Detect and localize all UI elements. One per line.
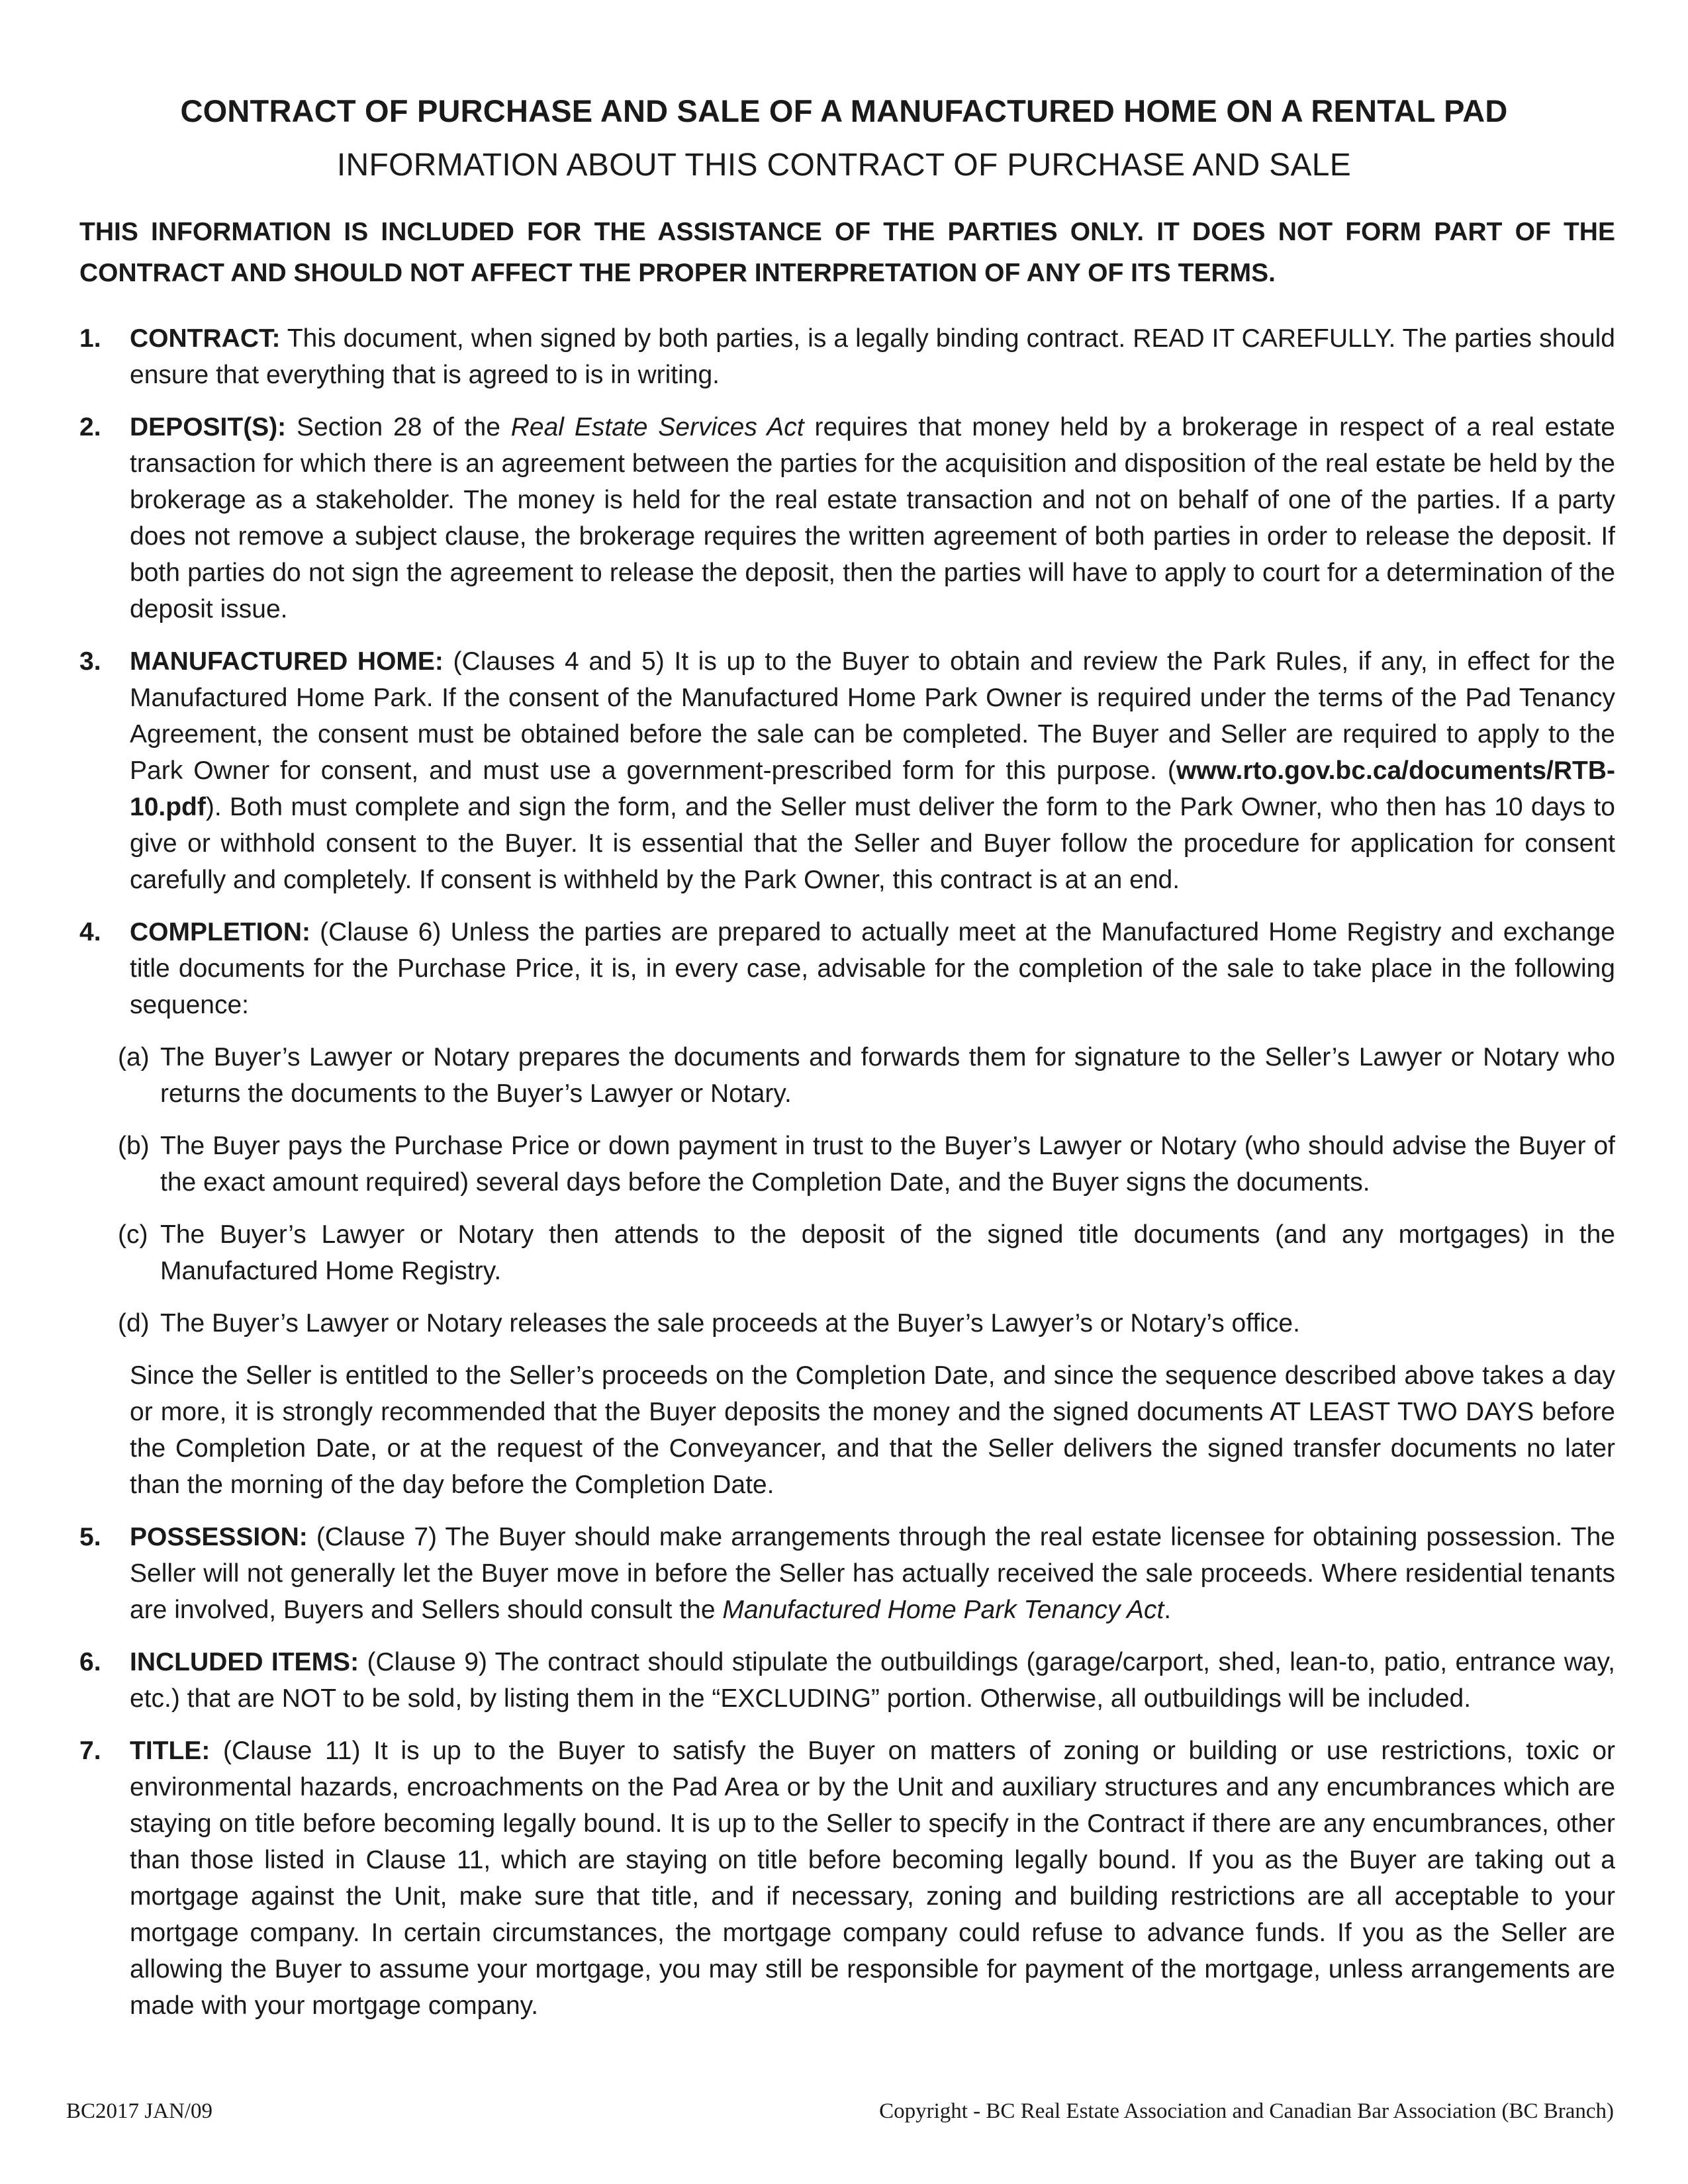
clause-text: (Clause 11) It is up to the Buyer to satisfy the Buyer on matters of zoning or building or use restrictions, toxic or environmental hazards, encroachments on the Pad Area or by the Unit and auxiliary structures and any encumbrances which are staying on title before becoming legally bound. It is up to the Seller to specify in the Contract if there are any encumbrances, other than those listed in Clause 11, which are staying on title before becoming legally bound. If you as the Buyer are taking out a mortgage against the Unit, make sure that title, and if necessary, zoning and building restrictions are all acceptable to your mortgage company. In certain circumstances, the mortgage company could refuse to advance funds. If you as the Seller are allowing the Buyer to assume your mortgage, you may still be responsible for payment of the mortgage, unless arrangements are made with your mortgage company. [130,1737,1615,2020]
copyright-notice: Copyright - BC Real Estate Association and Canadian Bar Association (BC Branch) [879,2099,1614,2123]
clause-text: requires that money held by a brokerage in respect of a real estate transaction for which there is an agreement between the parties for the acquisition and disposition of the real estate be held by the brokerage as a stakeholder. The money is held for the real estate transaction and not on behalf of one of the parties. If a party does not remove a subject clause, the brokerage requires the written agreement of both parties in order to release the deposit. If both parties do not sign the agreement to release the deposit, then the parties will have to apply to court for a determination of the deposit issue. [130,413,1615,623]
act-name: Real Estate Services Act [510,413,804,441]
clause-number: 1. [79,324,101,353]
page-title: CONTRACT OF PURCHASE AND SALE OF A MANUFACTURED HOME ON A RENTAL PAD [180,93,1508,128]
clause-text-lead: Section 28 of the [286,413,511,441]
clause-number: 5. [79,1523,101,1551]
page-subtitle: INFORMATION ABOUT THIS CONTRACT OF PURCHASE AND SALE [336,148,1352,183]
clause-contract [79,320,1615,393]
clause-text: . [1164,1596,1172,1624]
clause-heading: TITLE: [130,1737,211,1765]
form-code: BC2017 JAN/09 [66,2099,212,2123]
step-letter: (c) [118,1220,148,1249]
clause-number: 4. [79,918,101,946]
act-name: Manufactured Home Park Tenancy Act [722,1596,1164,1624]
rtb-form-link[interactable]: www.rto.gov.bc.ca/documents/RTB-10.pdf [130,756,1615,821]
clause-heading: COMPLETION: [130,918,310,946]
clause-heading: DEPOSIT(S): [130,413,287,441]
clause-list [79,320,1615,2040]
completion-step-d [79,1305,1615,1342]
clause-deposits [79,409,1615,627]
clause-text: (Clause 9) The contract should stipulate the outbuildings (garage/carport, shed, lean-to, patio, entrance way, etc.) that are NOT to be sold, by listing them in the “EXCLUDING” portion. Otherwise, all outbuildings will be included. [130,1648,1615,1713]
clause-completion [79,914,1615,1023]
step-letter: (b) [118,1132,150,1160]
clause-possession [79,1519,1615,1628]
clause-heading: POSSESSION: [130,1523,308,1551]
clause-number: 7. [79,1737,101,1765]
step-text: The Buyer’s Lawyer or Notary then attends to the deposit of the signed title documents (and any mortgages) in the Manufactured Home Registry. [160,1220,1615,1285]
clause-heading: MANUFACTURED HOME: [130,647,444,676]
completion-step-a [79,1039,1615,1112]
completion-step-c [79,1216,1615,1289]
clause-number: 3. [79,647,101,676]
clause-number: 6. [79,1648,101,1676]
clause-text: ). Both must complete and sign the form, and the Seller must deliver the form to the Park Owner, who then has 10 days to give or withhold consent to the Buyer. It is essential that the Seller and Buyer follow the procedure for application for consent carefully and completely. If consent is withheld by the Park Owner, this contract is at an end. [130,793,1615,894]
completion-note: Since the Seller is entitled to the Seller’s proceeds on the Completion Date, and since the sequence described above takes a day or more, it is strongly recommended that the Buyer deposits the money and the signed documents AT LEAST TWO DAYS before the Completion Date, or at the request of the Conveyancer, and that the Seller delivers the signed transfer documents no later than the morning of the day before the Completion Date. [130,1361,1615,1499]
clause-text: (Clause 6) Unless the parties are prepared to actually meet at the Manufactured Home Registry and exchange title documents for the Purchase Price, it is, in every case, advisable for the completion of the sale to take place in the following sequence: [130,918,1615,1019]
clause-text-lead: (Clauses 4 and 5) It is up to the Buyer to obtain and review the Park Rules, if any, in effect for the Manufactured Home Park. If the consent of the Manufactured Home Park Owner is required under the terms of the Pad Tenancy Agreement, the consent must be obtained before the sale can be completed. The Buyer and Seller are required to apply to the Park Owner for consent, and must use a government-prescribed form for this purpose. ( [130,647,1615,785]
clause-heading: CONTRACT: [130,324,281,353]
step-text: The Buyer’s Lawyer or Notary prepares the documents and forwards them for signature to the Seller’s Lawyer or Notary who returns the documents to the Buyer’s Lawyer or Notary. [160,1043,1615,1108]
clause-title [79,1733,1615,2024]
clause-text-lead: (Clause 7) The Buyer should make arrangements through the real estate licensee for obtaining possession. The Seller will not generally let the Buyer move in before the Seller has actually received the sale proceeds. Where residential tenants are involved, Buyers and Sellers should consult the [130,1523,1615,1624]
clause-manufactured-home [79,643,1615,898]
clause-text: This document, when signed by both parties, is a legally binding contract. READ IT CAREFULLY. The parties should ensure that everything that is agreed to is in writing. [130,324,1615,389]
step-text: The Buyer’s Lawyer or Notary releases the sale proceeds at the Buyer’s Lawyer’s or Notary’s office. [160,1309,1300,1338]
disclaimer-notice: THIS INFORMATION IS INCLUDED FOR THE ASSISTANCE OF THE PARTIES ONLY. IT DOES NOT FORM PART OF THE CONTRACT AND SHOULD NOT AFFECT THE PROPER INTERPRETATION OF ANY OF ITS TERMS. [79,218,1615,287]
step-letter: (a) [118,1043,150,1071]
clause-included-items [79,1644,1615,1717]
step-text: The Buyer pays the Purchase Price or down payment in trust to the Buyer’s Lawyer or Notary (who should advise the Buyer of the exact amount required) several days before the Completion Date, and the Buyer signs the documents. [160,1132,1615,1197]
clause-number: 2. [79,413,101,441]
step-letter: (d) [118,1309,150,1338]
completion-step-b [79,1128,1615,1201]
clause-heading: INCLUDED ITEMS: [130,1648,359,1676]
